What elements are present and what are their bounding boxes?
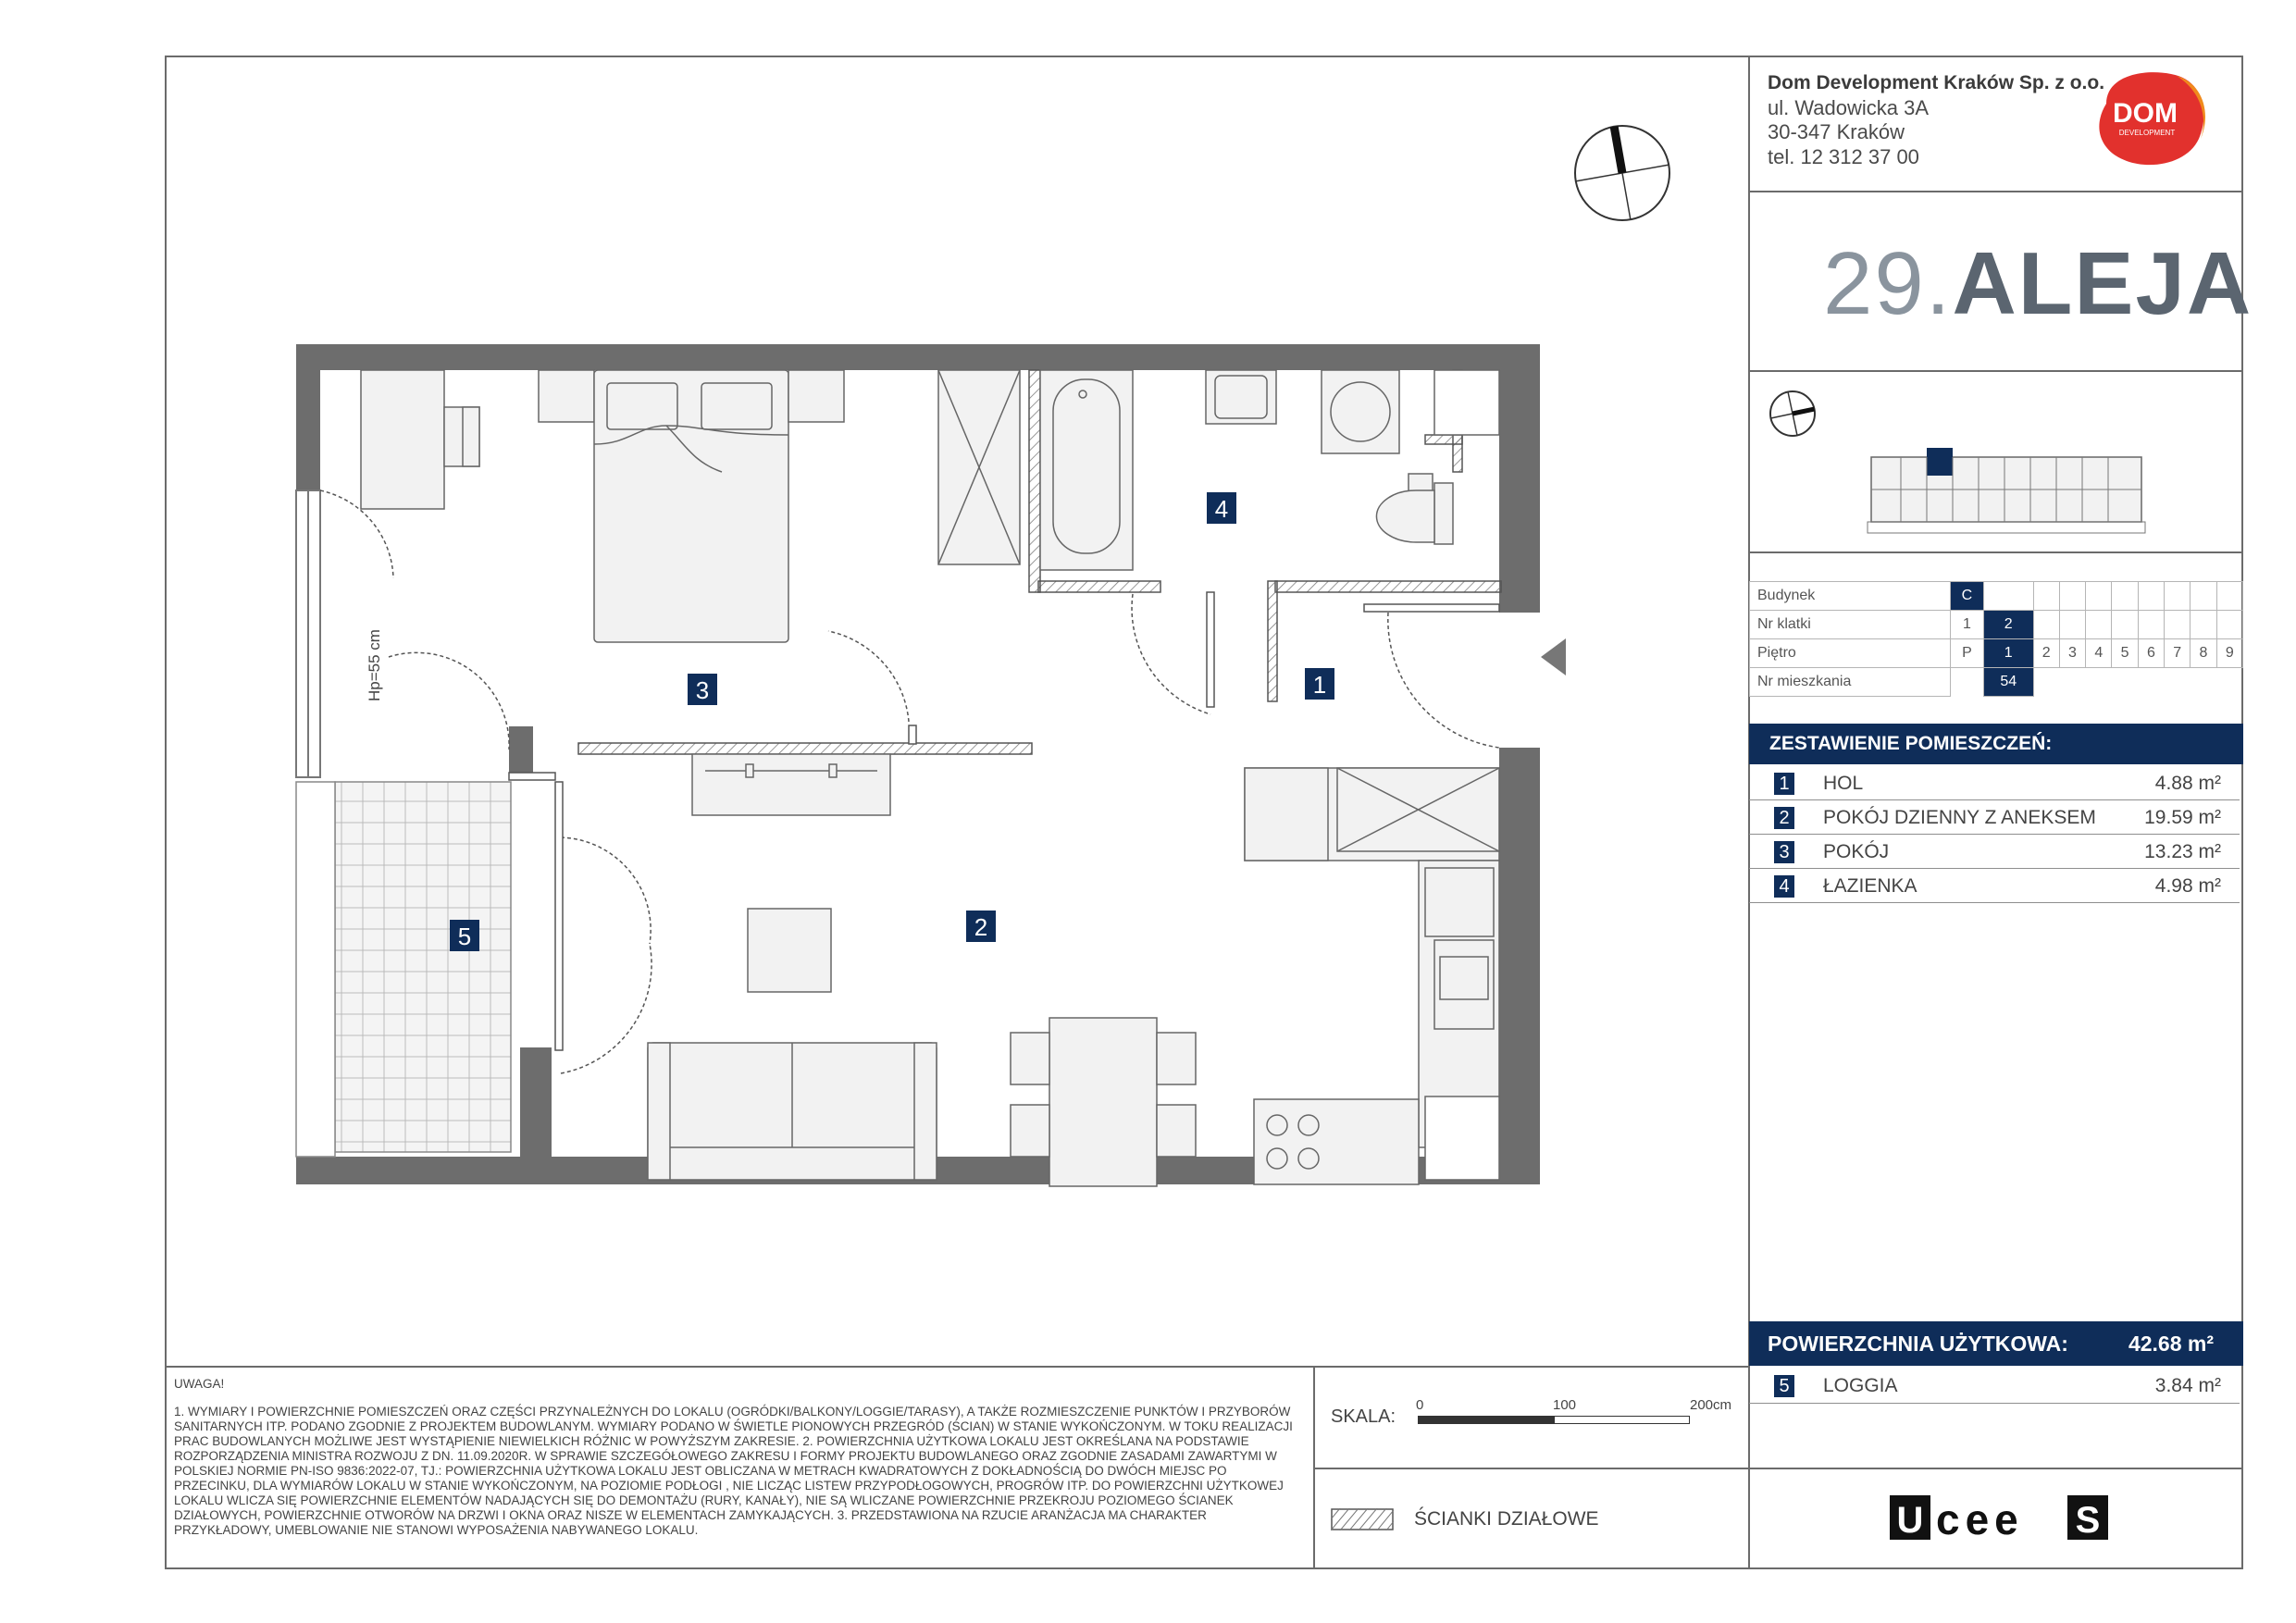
floor-cell: P [1951, 639, 1984, 668]
floor-cell: 7 [2165, 639, 2191, 668]
scale-bar [1418, 1416, 1690, 1424]
room-name: LOGGIA [1823, 1375, 1898, 1396]
dom-logo-subtext: DEVELOPMENT [2118, 129, 2176, 137]
notes-divider [165, 1366, 1749, 1368]
project-logo-divider [1748, 370, 2243, 372]
dom-logo-text: DOM [2113, 98, 2178, 129]
room-name: HOL [1823, 773, 1864, 794]
svg-text:cee: cee [1936, 1495, 2024, 1543]
plan-label-living: 2 [974, 913, 988, 941]
scale-label: SKALA: [1331, 1406, 1396, 1427]
extra-room-row [1749, 1369, 2240, 1404]
room-name: POKÓJ [1823, 841, 1890, 862]
notes-block [174, 1377, 1303, 1538]
room-number-badge: 1 [1774, 773, 1794, 795]
notes-text: 1. WYMIARY I POWIERZCHNIE POMIESZCZEŃ ORAZ CZĘŚCI PRZYNALEŻNYCH DO LOKALU (OGRÓDKI/BALKONY/LOGGIE/TARASY), A TAKŻE ROZMIESZCZENIE PUNKTÓW I PRZYBORÓW SANITARNYCH ITP. PODANO ZGODNIE Z PROJEKTEM BUDOWLANYM. WYMIARY PODANO W ŚWIETLE PIONOWYCH PRZEGRÓD (ŚCIAN) W STANIE WYKOŃCZONYM. W TOKU REALIZACJI PRAC BUDOWLANYCH MOŻLIWE JEST WYSTĄPIENIE NIEWIELKICH RÓŻNIC W POWYŻSZYM ZAKRESIE. 2. POWIERZCHNIA UŻYTKOWA LOKALU JEST OKREŚLANA NA PODSTAWIE ROZPORZĄDZENIA MINISTRA ROZWOJU Z DN. 11.09.2020R. W SPRAWIE SZCZEGÓŁOWEGO ZAKRESU I FORMY PROJEKTU BUDOWLANEGO ORAZ ZGODNIE ZASADAMI ZAWARTYMI W POLSKIEJ NORMIE PN-ISO 9836:2022-07, TJ.: POWIERZCHNIA UŻYTKOWA LOKALU JEST OBLICZANA W METRACH KWADRATOWYCH Z DOKŁADNOŚCIĄ DO DWÓCH MIEJSC PO PRZECINKU, DLA WYMIARÓW LOKALU W STANIE WYKOŃCZONYM, NA POZIOMIE PODŁOGI , NIE LICZĄC LISTEW PRZYPODŁOGOWYCH, PROGRÓW ITP. DO POWIERZCHNI UŻYTKOWEJ LOKALU WLICZA SIĘ POWIERZCHNIE ELEMENTÓW NADAJĄCYCH SIĘ DO DEMONTAŻU (RURY, KANAŁY), NIE SĄ WLICZANE POWIERZCHNIE PRZEKROJU POZIOMEGO ŚCIANEK DZIAŁOWYCH, POWIERZCHNIE OTWORÓW NA DRZWI I OKNA ORAZ NISZE W ELEMENTACH ZAMYKAJĄCYCH. 3. PRZEDSTAWIONA NA RZUCIE ARANŻACJA MA CHARAKTER PRZYKŁADOWY, UMEBLOWANIE NIE STANOWI WYPOSAŻENIA NABYWANEGO LOKALU. [174, 1405, 1293, 1537]
scale-tick-0: 0 [1416, 1397, 1424, 1413]
floor-plan [278, 333, 1573, 1226]
room-number-badge: 5 [1774, 1375, 1794, 1397]
floor-cell: 6 [2138, 639, 2164, 668]
apartment-row [1750, 668, 2243, 697]
floor-row [1750, 639, 2243, 668]
building-key-plan [1866, 444, 2153, 547]
room-row [1749, 869, 2240, 903]
rooms-header-text: ZESTAWIENIE POMIESZCZEŃ: [1769, 733, 2053, 754]
stair-cell-selected: 2 [1983, 611, 2033, 639]
floor-cell: 3 [2059, 639, 2085, 668]
usable-area-value: 42.68 m² [2128, 1332, 2214, 1356]
room-area: 3.84 m² [2154, 1375, 2221, 1396]
scale-tick-100: 100 [1553, 1397, 1577, 1413]
floor-cell: 9 [2216, 639, 2242, 668]
keyplan-divider [1748, 551, 2243, 553]
floor-cell-selected: 1 [1983, 639, 2033, 668]
rooms-header [1749, 724, 2243, 764]
scale-tick-200: 200cm [1690, 1397, 1732, 1413]
apartment-value: 54 [1983, 668, 2033, 697]
stair-label: Nr klatki [1750, 611, 1951, 639]
company-city: 30-347 Kraków [1768, 120, 1905, 143]
room-name: ŁAZIENKA [1823, 875, 1917, 897]
window-sill-height-note: Hp=55 cm [366, 629, 383, 701]
room-number-badge: 3 [1774, 841, 1794, 863]
ucees-logo [1888, 1492, 2110, 1548]
building-value: C [1951, 582, 1984, 611]
room-row [1749, 766, 2240, 800]
room-name: POKÓJ DZIENNY Z ANEKSEM [1823, 807, 2096, 828]
project-logo [1823, 233, 2253, 335]
stair-cell: 1 [1951, 611, 1984, 639]
north-compass-icon [1570, 120, 1675, 230]
room-number-badge: 2 [1774, 807, 1794, 829]
compass-small-icon [1768, 389, 1818, 443]
notes-title: UWAGA! [174, 1377, 225, 1391]
plan-label-bedroom: 3 [695, 676, 710, 704]
floor-label: Piętro [1750, 639, 1951, 668]
room-area: 13.23 m² [2144, 841, 2221, 862]
project-logo-word: ALEJA [1952, 234, 2253, 333]
room-number-badge: 4 [1774, 875, 1794, 898]
usable-area-label: POWIERZCHNIA UŻYTKOWA: [1768, 1332, 2068, 1356]
partition-wall-swatch [1331, 1508, 1394, 1535]
plan-label-bathroom: 4 [1214, 495, 1229, 523]
floor-cell: 4 [2086, 639, 2112, 668]
project-logo-number: 29. [1823, 234, 1953, 333]
room-area: 4.88 m² [2154, 773, 2221, 794]
building-row [1750, 582, 2243, 611]
floor-cell: 5 [2112, 639, 2138, 668]
plan-label-hol: 1 [1312, 671, 1327, 699]
room-row [1749, 800, 2240, 835]
apartment-label: Nr mieszkania [1750, 668, 1951, 697]
svg-text:S: S [2075, 1500, 2101, 1541]
company-street: ul. Wadowicka 3A [1768, 96, 1930, 119]
room-row [1749, 835, 2240, 869]
company-phone: tel. 12 312 37 00 [1768, 145, 1919, 168]
plan-label-loggia: 5 [457, 923, 472, 950]
room-area: 19.59 m² [2144, 807, 2221, 828]
room-area: 4.98 m² [2154, 875, 2221, 897]
apartment-info-table [1749, 581, 2243, 697]
company-name: Dom Development Kraków Sp. z o.o. [1768, 72, 2105, 93]
footer-logo-divider [1748, 1468, 2243, 1469]
scale-legend-divider [1313, 1468, 1750, 1469]
floor-cell: 2 [2033, 639, 2059, 668]
partition-wall-label: ŚCIANKI DZIAŁOWE [1414, 1508, 1599, 1530]
building-label: Budynek [1750, 582, 1951, 611]
usable-area-bar [1749, 1321, 2243, 1366]
floor-cell: 8 [2191, 639, 2216, 668]
svg-text:U: U [1896, 1500, 1924, 1541]
company-divider [1748, 191, 2243, 192]
stair-row [1750, 611, 2243, 639]
dom-development-logo [2088, 67, 2212, 170]
